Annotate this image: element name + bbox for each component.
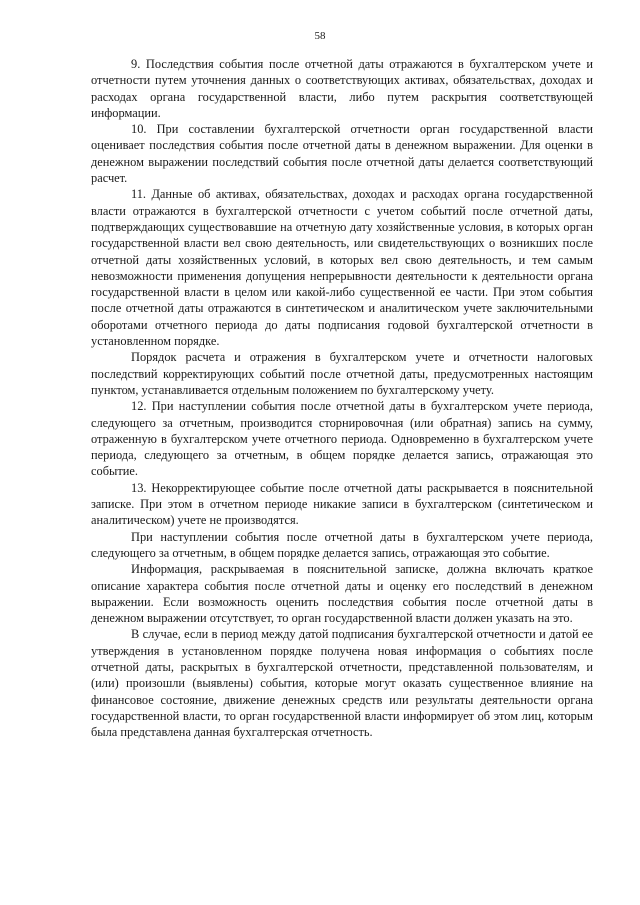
page-number: 58 bbox=[314, 30, 326, 42]
paragraph-item-12: 12. При наступлении события после отчетной даты в бухгалтерском учете периода, следующего за отчетным, производится сторнировочная (или обратная) запись на сумму, отраженную в бухгалтерском учете отчетного периода. Одновременно в бухгалтерском учете периода, следующего за отчетным, в общем порядке делается запись, отражающая это событие. bbox=[91, 399, 593, 479]
paragraph-item-13: 13. Некорректирующее событие после отчетной даты раскрывается в пояснительной записке. При этом в отчетном периоде никакие записи в бухгалтерском (синтетическом и аналитическом) учете не производятся. bbox=[91, 480, 593, 528]
document-body bbox=[91, 56, 593, 740]
paragraph-new-information: В случае, если в период между датой подписания бухгалтерской отчетности и датой ее утверждения в установленном порядке получена новая информация о событиях после отчетной даты, раскрытых в бухгалтерской отчетности, представленной пользователям, и (или) произошли (выявлены) события, которые могут оказать существенное влияние на финансовое состояние, движение денежных средств или результаты деятельности органа государственной власти, то орган государственной власти информирует об этом лиц, которым была представлена данная бухгалтерская отчетность. bbox=[91, 627, 593, 740]
paragraph-item-10: 10. При составлении бухгалтерской отчетности орган государственной власти оценивает последствия события после отчетной даты в денежном выражении. Для оценки в денежном выражении последствий события после отчетной даты делается соответствующий расчет. bbox=[91, 122, 593, 186]
paragraph-item-9: 9. Последствия события после отчетной даты отражаются в бухгалтерском учете и отчетности путем уточнения данных о соответствующих активах, обязательствах, доходах и расходах органа государственной власти, либо путем раскрытия соответствующей информации. bbox=[91, 57, 593, 120]
paragraph-item-11: 11. Данные об активах, обязательствах, доходах и расходах органа государственной власти отражаются в бухгалтерской отчетности с учетом событий после отчетной даты, подтверждающих существовавшие на отчетную дату хозяйственные условия, в которых орган государственной власти вел свою деятельность, или свидетельствующих о возникших после отчетной даты хозяйственных условий, в которых вел свою деятельность, и тем самым невозможности применения допущения непрерывности деятельности к деятельности органа государственной власти в целом или какой-либо существенной ее части. При этом события после отчетной даты отражаются в синтетическом и аналитическом учете заключительными оборотами отчетного периода до даты подписания годовой бухгалтерской отчетности в установленном порядке. bbox=[91, 187, 593, 349]
paragraph-tax-consequences: Порядок расчета и отражения в бухгалтерском учете и отчетности налоговых последствий корректирующих событий после отчетной даты, предусмотренных настоящим пунктом, устанавливается отдельным положением по бухгалтерскому учету. bbox=[91, 350, 593, 397]
paragraph-disclosure-info: Информация, раскрываемая в пояснительной записке, должна включать краткое описание характера события после отчетной даты и оценку его последствий в денежном выражении. Если возможность оценить последствия события после отчетной даты в денежном выражении отсутствует, то орган государственной власти должен указать на это. bbox=[91, 562, 593, 626]
paragraph-next-period-entry: При наступлении события после отчетной даты в бухгалтерском учете периода, следующего за отчетным, в общем порядке делается запись, отражающая это событие. bbox=[91, 529, 593, 560]
